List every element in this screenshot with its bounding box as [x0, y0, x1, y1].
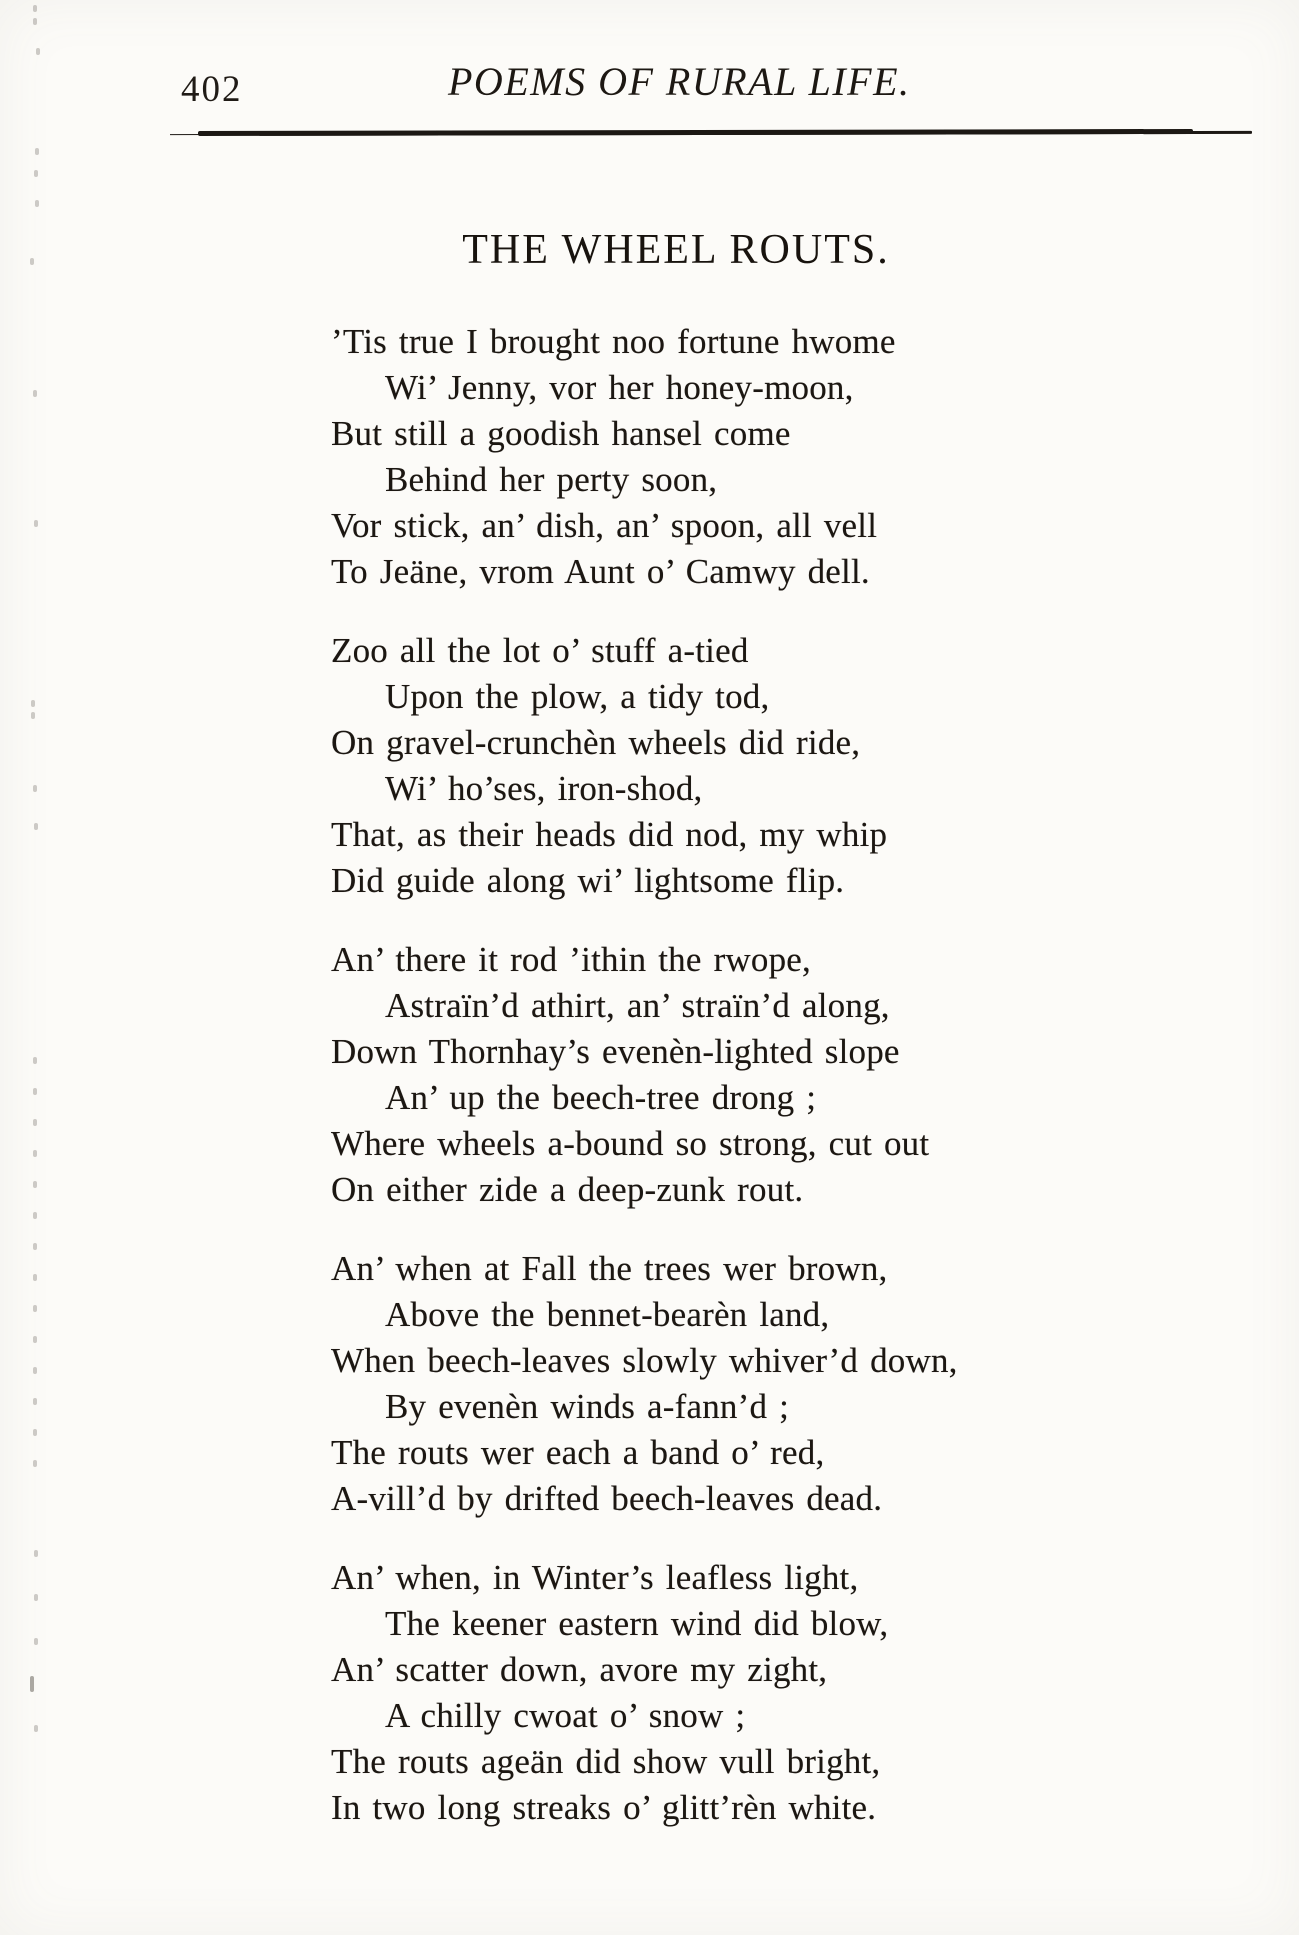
poem-title: THE WHEEL ROUTS.	[462, 227, 890, 273]
scan-speck	[33, 1429, 37, 1436]
scan-speck	[33, 1305, 37, 1312]
poem-line: On either zide a deep-zunk rout.	[331, 1170, 804, 1209]
scan-speck	[34, 1594, 38, 1601]
poem-line: ’Tis true I brought noo fortune hwome	[331, 322, 896, 361]
scan-speck	[33, 5, 37, 12]
poem-line: A chilly cwoat o’ snow ;	[385, 1696, 746, 1735]
scan-speck	[33, 1460, 37, 1467]
scan-speck	[33, 785, 37, 792]
poem-line: But still a goodish hansel come	[331, 414, 791, 453]
poem-line: Above the bennet-bearèn land,	[385, 1295, 830, 1334]
poem-line: That, as their heads did nod, my whip	[331, 815, 888, 854]
poem-line: An’ when, in Winter’s leafless light,	[331, 1558, 859, 1597]
scan-speck	[34, 170, 38, 177]
poem-line: In two long streaks o’ glitt’rèn white.	[331, 1788, 877, 1827]
scan-speck	[30, 258, 34, 265]
scan-speck	[33, 1119, 37, 1126]
stanza-4	[331, 1246, 1021, 1522]
stanza-3	[331, 937, 1021, 1213]
poem-line: Zoo all the lot o’ stuff a-tied	[331, 631, 749, 670]
poem-line: Down Thornhay’s evenèn-lighted slope	[331, 1032, 900, 1071]
poem-line: A-vill’d by drifted beech-leaves dead.	[331, 1479, 883, 1518]
poem-line: The routs ageän did show vull bright,	[331, 1742, 881, 1781]
stanza-1	[331, 319, 1021, 595]
scan-speck	[34, 1725, 38, 1732]
poem-line: To Jeäne, vrom Aunt o’ Camwy dell.	[331, 552, 870, 591]
scan-speck	[33, 1057, 37, 1064]
scan-speck	[33, 1212, 37, 1219]
poem-line: An’ there it rod ’ithin the rwope,	[331, 940, 811, 979]
poem-line: An’ scatter down, avore my zight,	[331, 1650, 828, 1689]
scan-speck	[33, 18, 37, 25]
scan-speck	[34, 520, 38, 527]
scan-speck	[31, 712, 35, 719]
scan-speck	[33, 1398, 37, 1405]
header-rule	[198, 129, 1193, 136]
scan-speck	[31, 700, 35, 707]
running-title: POEMS OF RURAL LIFE.	[448, 59, 911, 104]
stanza-5	[331, 1555, 1021, 1831]
poem-line: Wi’ Jenny, vor her honey-moon,	[385, 368, 854, 407]
poem-line: An’ up the beech-tree drong ;	[385, 1078, 817, 1117]
poem-line: Upon the plow, a tidy tod,	[385, 677, 770, 716]
scan-speck	[34, 823, 38, 830]
scan-speck	[33, 1367, 37, 1374]
poem-line: Vor stick, an’ dish, an’ spoon, all vell	[331, 506, 878, 545]
scan-speck	[33, 1088, 37, 1095]
poem-line: On gravel-crunchèn wheels did ride,	[331, 723, 861, 762]
poem-line: When beech-leaves slowly whiver’d down,	[331, 1341, 958, 1380]
scan-speck	[33, 1150, 37, 1157]
poem	[331, 225, 1021, 1864]
poem-line: An’ when at Fall the trees wer brown,	[331, 1249, 888, 1288]
poem-line: The keener eastern wind did blow,	[385, 1604, 889, 1643]
scan-speck	[33, 1243, 37, 1250]
scan-speck	[35, 200, 39, 207]
scan-speck	[36, 48, 40, 55]
scan-speck	[35, 148, 39, 155]
poem-line: By evenèn winds a-fann’d ;	[385, 1387, 790, 1426]
poem-line: The routs wer each a band o’ red,	[331, 1433, 825, 1472]
poem-line: Did guide along wi’ lightsome flip.	[331, 861, 845, 900]
scan-speck	[30, 1676, 34, 1692]
scan-speck	[33, 1274, 37, 1281]
scan-speck	[33, 1336, 37, 1343]
scan-speck	[34, 1550, 38, 1557]
poem-line: Where wheels a-bound so strong, cut out	[331, 1124, 930, 1163]
poem-line: Behind her perty soon,	[385, 460, 718, 499]
scan-speck	[34, 1638, 38, 1645]
scan-speck	[33, 390, 37, 397]
poem-line: Wi’ ho’ses, iron-shod,	[385, 769, 703, 808]
scan-speck	[33, 1181, 37, 1188]
stanza-2	[331, 628, 1021, 904]
poem-line: Astraïn’d athirt, an’ straïn’d along,	[385, 986, 890, 1025]
page-number: 402	[181, 69, 243, 110]
